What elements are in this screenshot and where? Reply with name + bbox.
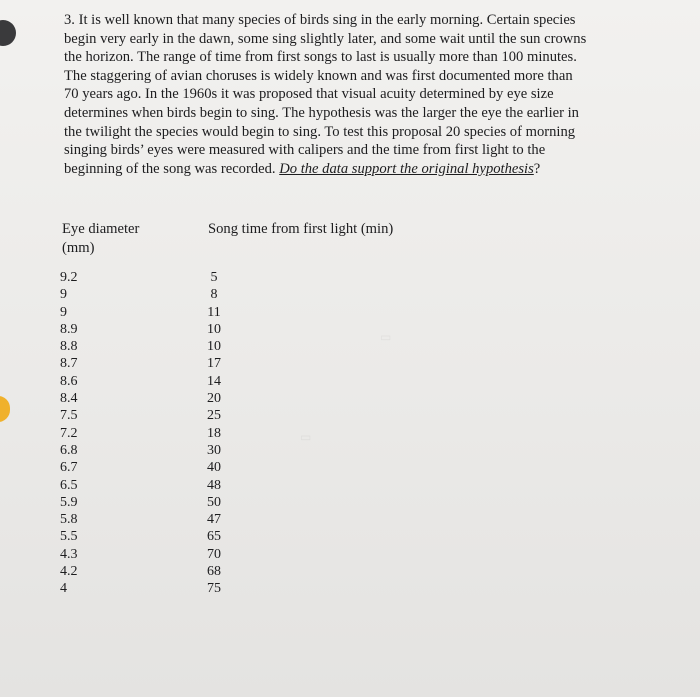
question-line: the twilight the species would begin to sing. To test this proposal 20 species of morning xyxy=(64,123,576,140)
eye-value: 9 xyxy=(60,287,67,303)
song-value: 48 xyxy=(207,477,221,493)
eye-value: 5.5 xyxy=(60,529,78,545)
song-value: 30 xyxy=(207,442,221,458)
song-value: 47 xyxy=(207,512,221,528)
sticky-tab xyxy=(0,396,10,422)
question-line: 70 years ago. In the 1960s it was proposed that visual acuity determined by eye size xyxy=(64,86,554,103)
eye-value: 6.7 xyxy=(60,460,78,476)
question-line: the horizon. The range of time from first songs to last is usually more than 100 minutes. xyxy=(64,49,577,66)
song-value: 11 xyxy=(207,304,221,320)
song-value: 68 xyxy=(207,564,221,580)
question-line: singing birds’ eyes were measured with calipers and the time from first light to the xyxy=(64,142,546,159)
song-value: 8 xyxy=(210,287,218,303)
eye-value: 7.5 xyxy=(60,408,78,424)
question-line: begin very early in the dawn, some sing slightly later, and some wait until the sun crowns xyxy=(64,30,587,47)
question-mark: ? xyxy=(533,160,541,177)
eye-value: 4.2 xyxy=(60,564,78,580)
question-line: determines when birds begin to sing. The hypothesis was the larger the eye the earlier in xyxy=(64,104,579,121)
song-value: 14 xyxy=(207,373,221,389)
question-lead: beginning of the song was recorded. xyxy=(64,160,280,177)
song-value: 70 xyxy=(207,546,221,562)
song-value: 18 xyxy=(207,425,221,441)
question-line xyxy=(64,160,664,179)
eye-value: 9.2 xyxy=(60,270,78,285)
eye-value: 8.4 xyxy=(60,391,78,407)
eye-value: 8.6 xyxy=(60,373,78,389)
eye-value: 5.9 xyxy=(60,494,78,510)
song-value: 50 xyxy=(207,494,221,510)
song-value: 17 xyxy=(207,356,221,372)
song-time-column xyxy=(202,269,226,598)
song-value: 5 xyxy=(210,270,218,285)
song-value: 10 xyxy=(207,339,221,355)
song-time-header: Song time from first light (min) xyxy=(208,221,394,237)
eye-value: 5.8 xyxy=(60,512,78,528)
question-line: 3. It is well known that many species of birds sing in the early morning. Certain species xyxy=(64,12,576,28)
eye-value: 6.8 xyxy=(60,442,78,458)
eye-diameter-header: Eye diameter (mm) xyxy=(62,221,140,256)
hypothesis-question: Do the data support the original hypothesis xyxy=(279,160,534,177)
eye-diameter-column xyxy=(60,269,100,598)
bleed-through-mark: ▭ xyxy=(380,330,392,344)
eye-value: 8.9 xyxy=(60,321,78,337)
eye-value: 4 xyxy=(60,581,67,597)
eye-value: 9 xyxy=(60,304,67,320)
eye-value: 7.2 xyxy=(60,425,78,441)
song-value: 40 xyxy=(207,460,221,476)
eye-value: 8.8 xyxy=(60,339,78,355)
song-value: 10 xyxy=(207,321,221,337)
eye-value: 8.7 xyxy=(60,356,78,372)
binder-hole xyxy=(0,20,16,46)
song-value: 20 xyxy=(207,391,221,407)
question-text xyxy=(64,11,664,178)
song-value: 65 xyxy=(207,529,221,545)
question-line: The staggering of avian choruses is widely known and was first documented more than xyxy=(64,67,573,84)
eye-value: 6.5 xyxy=(60,477,78,493)
song-value: 25 xyxy=(207,408,221,424)
song-value: 75 xyxy=(207,581,221,597)
eye-value: 4.3 xyxy=(60,546,78,562)
bleed-through-mark: ▭ xyxy=(300,430,312,444)
